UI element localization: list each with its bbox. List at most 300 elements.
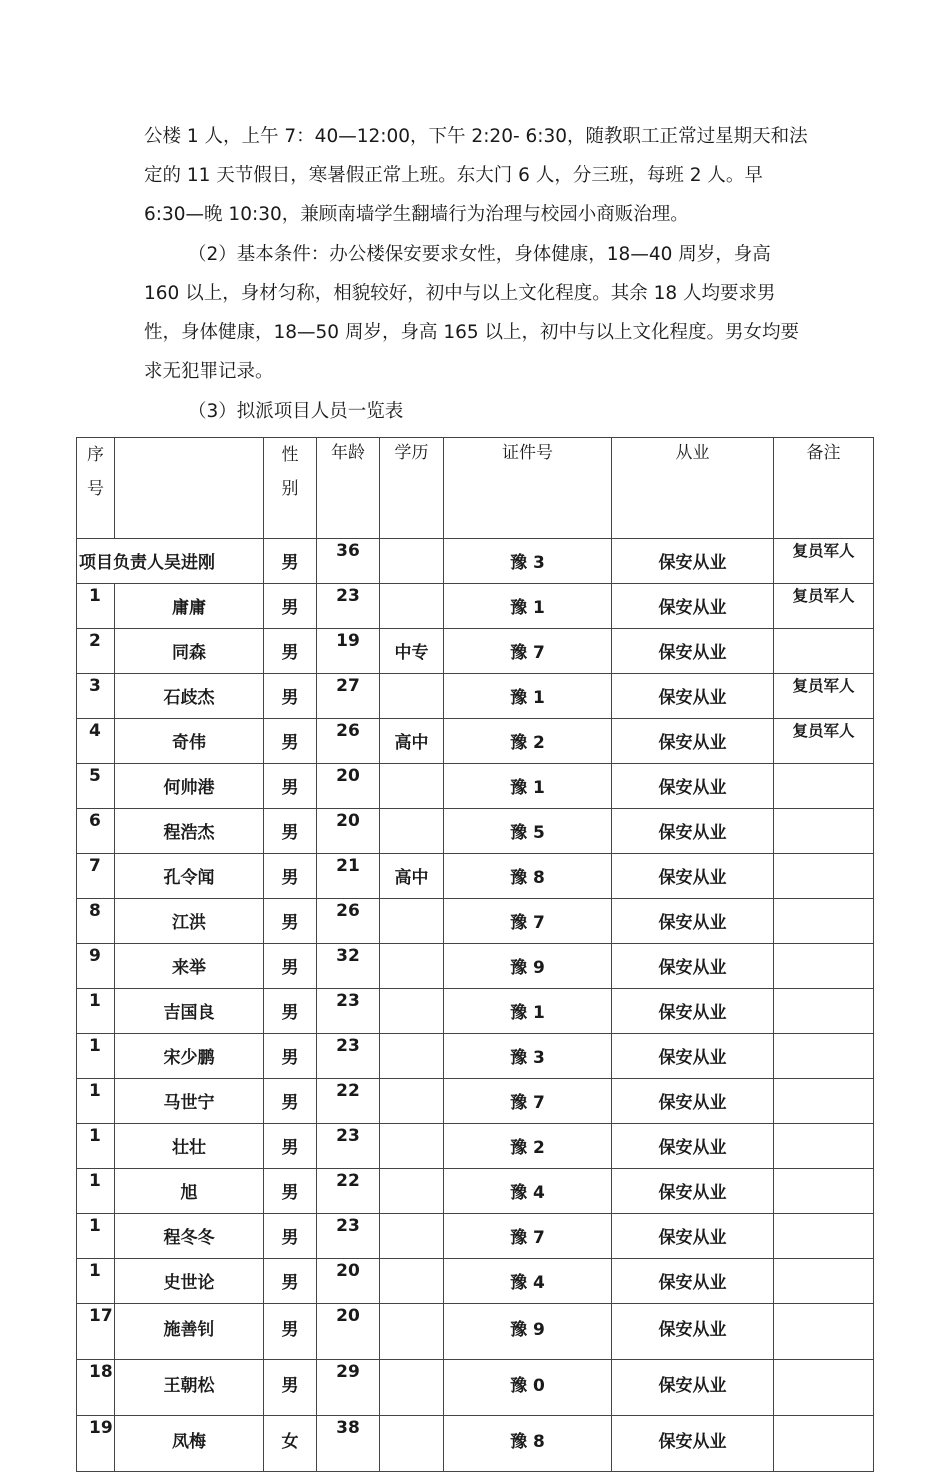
paragraph-requirements: （2）基本条件：办公楼保安要求女性，身体健康，18—40 周岁，身高 160 以上，身材匀称，相貌较好，初中与以上文化程度。其余 18 人均要求男性，身体健康，18—50 周岁，身高 165 以上，初中与以上文化程度。男女均要求无犯罪记录。 bbox=[144, 244, 800, 382]
table-row-lead bbox=[77, 539, 874, 584]
edu-value bbox=[380, 1124, 443, 1168]
note-value bbox=[774, 989, 873, 1021]
number-value: 1 bbox=[89, 1216, 101, 1236]
cell-age bbox=[317, 719, 380, 764]
cell-number bbox=[77, 1416, 115, 1472]
lead-edu-cell bbox=[380, 539, 444, 584]
cell-id bbox=[444, 1416, 612, 1472]
cell-edu bbox=[380, 1169, 444, 1214]
sex-value: 男 bbox=[281, 643, 299, 663]
edu-value bbox=[380, 1214, 443, 1258]
job-value: 保安从业 bbox=[658, 1320, 727, 1340]
cell-edu bbox=[380, 989, 444, 1034]
job-value: 保安从业 bbox=[658, 1376, 727, 1396]
table-row bbox=[77, 899, 874, 944]
cell-id bbox=[444, 854, 612, 899]
sex-value: 男 bbox=[281, 1138, 299, 1158]
sex-value: 男 bbox=[281, 1376, 299, 1396]
id-value: 豫 3 bbox=[510, 1048, 545, 1068]
lead-id-cell bbox=[444, 539, 612, 584]
cell-number bbox=[77, 719, 115, 764]
cell-number bbox=[77, 629, 115, 674]
table-row bbox=[77, 1079, 874, 1124]
cell-number bbox=[77, 1259, 115, 1304]
edu-value bbox=[380, 989, 443, 1033]
table-header-row bbox=[77, 438, 874, 539]
cell-age bbox=[317, 1259, 380, 1304]
cell-number bbox=[77, 854, 115, 899]
note-value bbox=[774, 1304, 873, 1345]
cell-age bbox=[317, 764, 380, 809]
cell-number bbox=[77, 809, 115, 854]
cell-age bbox=[317, 1214, 380, 1259]
job-value: 保安从业 bbox=[658, 1183, 727, 1203]
job-value: 保安从业 bbox=[658, 1048, 727, 1068]
cell-id bbox=[444, 809, 612, 854]
number-value: 1 bbox=[89, 991, 101, 1011]
lead-label-cell bbox=[77, 539, 264, 584]
number-value: 1 bbox=[89, 1171, 101, 1191]
age-value: 23 bbox=[336, 586, 360, 606]
cell-name bbox=[115, 1034, 264, 1079]
id-value: 豫 7 bbox=[510, 1228, 545, 1248]
note-value bbox=[774, 1360, 873, 1401]
number-value: 1 bbox=[89, 1081, 101, 1101]
cell-note bbox=[774, 629, 874, 674]
name-value: 旭 bbox=[180, 1183, 198, 1203]
cell-name bbox=[115, 1416, 264, 1472]
edu-value bbox=[380, 764, 443, 808]
id-value: 豫 9 bbox=[510, 1320, 545, 1340]
cell-id bbox=[444, 899, 612, 944]
id-value: 豫 9 bbox=[510, 958, 545, 978]
note-value bbox=[774, 764, 873, 796]
table-row bbox=[77, 719, 874, 764]
cell-sex bbox=[264, 1416, 317, 1472]
id-value: 豫 7 bbox=[510, 643, 545, 663]
table-row bbox=[77, 629, 874, 674]
cell-note bbox=[774, 899, 874, 944]
sex-value: 男 bbox=[281, 1273, 299, 1293]
cell-name bbox=[115, 719, 264, 764]
name-value: 江洪 bbox=[172, 913, 206, 933]
table-row bbox=[77, 1034, 874, 1079]
table-row bbox=[77, 674, 874, 719]
lead-label: 项目负责人吴进刚 bbox=[79, 553, 215, 573]
cell-number bbox=[77, 1169, 115, 1214]
edu-value bbox=[380, 899, 443, 943]
cell-age bbox=[317, 809, 380, 854]
cell-number bbox=[77, 1304, 115, 1360]
cell-age bbox=[317, 1034, 380, 1079]
cell-note bbox=[774, 1214, 874, 1259]
cell-job bbox=[612, 1034, 774, 1079]
table-row bbox=[77, 1169, 874, 1214]
cell-name bbox=[115, 764, 264, 809]
sex-value: 男 bbox=[281, 1320, 299, 1340]
cell-edu bbox=[380, 719, 444, 764]
table-row bbox=[77, 584, 874, 629]
cell-job bbox=[612, 674, 774, 719]
number-value: 6 bbox=[89, 811, 101, 831]
age-value: 23 bbox=[336, 1216, 360, 1236]
sex-value: 男 bbox=[281, 1048, 299, 1068]
cell-sex bbox=[264, 674, 317, 719]
cell-name bbox=[115, 809, 264, 854]
note-value: 复员军人 bbox=[792, 722, 855, 740]
job-value: 保安从业 bbox=[658, 868, 727, 888]
cell-note bbox=[774, 1034, 874, 1079]
name-value: 壮壮 bbox=[172, 1138, 206, 1158]
edu-value: 中专 bbox=[394, 643, 429, 663]
cell-name bbox=[115, 1169, 264, 1214]
id-value: 豫 1 bbox=[510, 688, 545, 708]
job-value: 保安从业 bbox=[658, 1273, 727, 1293]
id-value: 豫 7 bbox=[510, 1093, 545, 1113]
cell-id bbox=[444, 764, 612, 809]
header-number-line1: 序 bbox=[87, 445, 104, 465]
name-value: 来举 bbox=[172, 958, 206, 978]
id-value: 豫 1 bbox=[510, 598, 545, 618]
edu-value bbox=[380, 674, 443, 718]
number-value: 9 bbox=[89, 946, 101, 966]
edu-value bbox=[380, 809, 443, 853]
number-value: 1 bbox=[89, 1261, 101, 1281]
edu-value: 高中 bbox=[394, 868, 429, 888]
cell-age bbox=[317, 1079, 380, 1124]
id-value: 豫 2 bbox=[510, 1138, 545, 1158]
job-value: 保安从业 bbox=[658, 1003, 727, 1023]
cell-id bbox=[444, 989, 612, 1034]
note-value: 复员军人 bbox=[792, 587, 855, 605]
age-value: 26 bbox=[336, 901, 360, 921]
header-name bbox=[115, 438, 264, 539]
cell-sex bbox=[264, 1360, 317, 1416]
age-value: 29 bbox=[336, 1362, 360, 1382]
lead-job: 保安从业 bbox=[658, 553, 727, 573]
job-value: 保安从业 bbox=[658, 643, 727, 663]
note-value bbox=[774, 1416, 873, 1457]
table-row bbox=[77, 944, 874, 989]
age-value: 20 bbox=[336, 1306, 360, 1326]
cell-age bbox=[317, 899, 380, 944]
note-value bbox=[774, 629, 873, 661]
edu-value bbox=[380, 1169, 443, 1213]
cell-edu bbox=[380, 629, 444, 674]
job-value: 保安从业 bbox=[658, 688, 727, 708]
id-value: 豫 7 bbox=[510, 913, 545, 933]
edu-value bbox=[380, 1034, 443, 1078]
cell-name bbox=[115, 1079, 264, 1124]
table-row bbox=[77, 1259, 874, 1304]
lead-job-cell bbox=[612, 539, 774, 584]
note-value bbox=[774, 854, 873, 886]
cell-id bbox=[444, 1360, 612, 1416]
cell-sex bbox=[264, 1214, 317, 1259]
cell-id bbox=[444, 944, 612, 989]
cell-job bbox=[612, 899, 774, 944]
cell-number bbox=[77, 584, 115, 629]
cell-note bbox=[774, 1416, 874, 1472]
cell-edu bbox=[380, 1214, 444, 1259]
edu-value bbox=[380, 584, 443, 628]
lead-note: 复员军人 bbox=[792, 542, 855, 560]
cell-edu bbox=[380, 1259, 444, 1304]
cell-age bbox=[317, 1169, 380, 1214]
name-value: 石歧杰 bbox=[163, 688, 215, 708]
header-occupation: 从业 bbox=[612, 438, 774, 539]
cell-edu bbox=[380, 1079, 444, 1124]
cell-job bbox=[612, 1124, 774, 1169]
cell-id bbox=[444, 584, 612, 629]
cell-job bbox=[612, 854, 774, 899]
cell-age bbox=[317, 989, 380, 1034]
cell-edu bbox=[380, 1304, 444, 1360]
cell-job bbox=[612, 809, 774, 854]
number-value: 4 bbox=[89, 721, 101, 741]
cell-job bbox=[612, 629, 774, 674]
cell-job bbox=[612, 1304, 774, 1360]
edu-value bbox=[380, 1079, 443, 1123]
number-value: 17 bbox=[89, 1306, 113, 1326]
cell-note bbox=[774, 1169, 874, 1214]
edu-value bbox=[380, 1416, 443, 1471]
sex-value: 男 bbox=[281, 1183, 299, 1203]
table-row bbox=[77, 764, 874, 809]
job-value: 保安从业 bbox=[658, 778, 727, 798]
cell-edu bbox=[380, 854, 444, 899]
id-value: 豫 8 bbox=[510, 1432, 545, 1452]
age-value: 20 bbox=[336, 766, 360, 786]
job-value: 保安从业 bbox=[658, 823, 727, 843]
cell-name bbox=[115, 1360, 264, 1416]
number-value: 1 bbox=[89, 1126, 101, 1146]
cell-name bbox=[115, 899, 264, 944]
edu-value bbox=[380, 1259, 443, 1303]
name-value: 程浩杰 bbox=[163, 823, 215, 843]
cell-note bbox=[774, 809, 874, 854]
table-row bbox=[77, 1416, 874, 1472]
job-value: 保安从业 bbox=[658, 1093, 727, 1113]
cell-edu bbox=[380, 764, 444, 809]
header-sex-line2: 别 bbox=[281, 479, 299, 499]
cell-age bbox=[317, 944, 380, 989]
cell-age bbox=[317, 1124, 380, 1169]
note-value bbox=[774, 1079, 873, 1111]
lead-edu bbox=[380, 539, 443, 583]
cell-sex bbox=[264, 584, 317, 629]
cell-name bbox=[115, 629, 264, 674]
table-row bbox=[77, 989, 874, 1034]
id-value: 豫 4 bbox=[510, 1183, 545, 1203]
name-value: 孔令闻 bbox=[163, 868, 215, 888]
number-value: 1 bbox=[89, 586, 101, 606]
cell-age bbox=[317, 1416, 380, 1472]
name-value: 同森 bbox=[172, 643, 206, 663]
age-value: 22 bbox=[336, 1171, 360, 1191]
job-value: 保安从业 bbox=[658, 1432, 727, 1452]
number-value: 3 bbox=[89, 676, 101, 696]
paragraph-schedule: 公楼 1 人，上午 7：40—12:00，下午 2:20- 6:30，随教职工正常过星期天和法定的 11 天节假日，寒暑假正常上班。东大门 6 人，分三班，每班 2 人。早 6:30—晚 10:30，兼顾南墙学生翻墙行为治理与校园小商贩治理。 bbox=[144, 126, 808, 225]
cell-name bbox=[115, 674, 264, 719]
cell-id bbox=[444, 1214, 612, 1259]
sex-value: 男 bbox=[281, 958, 299, 978]
cell-note bbox=[774, 989, 874, 1034]
sex-value: 男 bbox=[281, 1003, 299, 1023]
job-value: 保安从业 bbox=[658, 913, 727, 933]
cell-sex bbox=[264, 944, 317, 989]
cell-sex bbox=[264, 719, 317, 764]
cell-note bbox=[774, 584, 874, 629]
number-value: 1 bbox=[89, 1036, 101, 1056]
cell-id bbox=[444, 1304, 612, 1360]
cell-age bbox=[317, 674, 380, 719]
sex-value: 女 bbox=[281, 1432, 299, 1452]
number-value: 19 bbox=[89, 1418, 113, 1438]
cell-age bbox=[317, 854, 380, 899]
cell-number bbox=[77, 674, 115, 719]
id-value: 豫 0 bbox=[510, 1376, 545, 1396]
cell-name bbox=[115, 584, 264, 629]
cell-job bbox=[612, 764, 774, 809]
header-number bbox=[77, 438, 115, 539]
name-value: 宋少鹏 bbox=[163, 1048, 215, 1068]
age-value: 19 bbox=[336, 631, 360, 651]
id-value: 豫 8 bbox=[510, 868, 545, 888]
personnel-table bbox=[76, 437, 874, 1472]
job-value: 保安从业 bbox=[658, 958, 727, 978]
cell-number bbox=[77, 899, 115, 944]
age-value: 23 bbox=[336, 991, 360, 1011]
cell-sex bbox=[264, 989, 317, 1034]
sex-value: 男 bbox=[281, 733, 299, 753]
number-value: 8 bbox=[89, 901, 101, 921]
number-value: 5 bbox=[89, 766, 101, 786]
cell-id bbox=[444, 1124, 612, 1169]
cell-id bbox=[444, 719, 612, 764]
cell-job bbox=[612, 1079, 774, 1124]
age-value: 23 bbox=[336, 1036, 360, 1056]
cell-name bbox=[115, 1214, 264, 1259]
header-sex-line1: 性 bbox=[281, 445, 299, 465]
age-value: 38 bbox=[336, 1418, 360, 1438]
note-value bbox=[774, 1259, 873, 1291]
note-value bbox=[774, 809, 873, 841]
note-value bbox=[774, 1214, 873, 1246]
table-row bbox=[77, 1304, 874, 1360]
cell-sex bbox=[264, 1079, 317, 1124]
cell-id bbox=[444, 1079, 612, 1124]
cell-job bbox=[612, 1360, 774, 1416]
name-value: 何帅港 bbox=[163, 778, 215, 798]
lead-note-cell bbox=[774, 539, 874, 584]
cell-job bbox=[612, 1416, 774, 1472]
header-id-number: 证件号 bbox=[444, 438, 612, 539]
cell-job bbox=[612, 944, 774, 989]
lead-age: 36 bbox=[336, 541, 360, 561]
edu-value bbox=[380, 944, 443, 988]
cell-sex bbox=[264, 1124, 317, 1169]
sex-value: 男 bbox=[281, 1228, 299, 1248]
age-value: 22 bbox=[336, 1081, 360, 1101]
table-row bbox=[77, 1124, 874, 1169]
cell-number bbox=[77, 944, 115, 989]
cell-id bbox=[444, 1259, 612, 1304]
cell-job bbox=[612, 1214, 774, 1259]
name-value: 史世论 bbox=[163, 1273, 215, 1293]
cell-name bbox=[115, 854, 264, 899]
age-value: 21 bbox=[336, 856, 360, 876]
age-value: 20 bbox=[336, 811, 360, 831]
cell-id bbox=[444, 674, 612, 719]
sex-value: 男 bbox=[281, 913, 299, 933]
header-education: 学历 bbox=[380, 438, 444, 539]
cell-name bbox=[115, 944, 264, 989]
cell-edu bbox=[380, 1124, 444, 1169]
cell-age bbox=[317, 584, 380, 629]
number-value: 18 bbox=[89, 1362, 113, 1382]
sex-value: 男 bbox=[281, 868, 299, 888]
cell-age bbox=[317, 1304, 380, 1360]
sex-value: 男 bbox=[281, 598, 299, 618]
age-value: 27 bbox=[336, 676, 360, 696]
cell-job bbox=[612, 719, 774, 764]
sex-value: 男 bbox=[281, 823, 299, 843]
name-value: 施善钊 bbox=[163, 1320, 215, 1340]
cell-note bbox=[774, 674, 874, 719]
cell-age bbox=[317, 629, 380, 674]
cell-number bbox=[77, 989, 115, 1034]
header-number-line2: 号 bbox=[87, 479, 104, 499]
edu-value bbox=[380, 1304, 443, 1359]
cell-job bbox=[612, 989, 774, 1034]
table-row bbox=[77, 1360, 874, 1416]
note-value bbox=[774, 899, 873, 931]
cell-note bbox=[774, 764, 874, 809]
name-value: 马世宁 bbox=[163, 1093, 215, 1113]
cell-sex bbox=[264, 629, 317, 674]
cell-note bbox=[774, 1079, 874, 1124]
cell-sex bbox=[264, 764, 317, 809]
cell-age bbox=[317, 1360, 380, 1416]
table-row bbox=[77, 1214, 874, 1259]
cell-edu bbox=[380, 809, 444, 854]
lead-id: 豫 3 bbox=[510, 553, 545, 573]
cell-sex bbox=[264, 854, 317, 899]
name-value: 王朝松 bbox=[163, 1376, 215, 1396]
cell-sex bbox=[264, 809, 317, 854]
id-value: 豫 1 bbox=[510, 1003, 545, 1023]
note-value bbox=[774, 944, 873, 976]
cell-job bbox=[612, 584, 774, 629]
table-row bbox=[77, 854, 874, 899]
cell-note bbox=[774, 944, 874, 989]
number-value: 2 bbox=[89, 631, 101, 651]
age-value: 20 bbox=[336, 1261, 360, 1281]
cell-edu bbox=[380, 899, 444, 944]
job-value: 保安从业 bbox=[658, 598, 727, 618]
id-value: 豫 4 bbox=[510, 1273, 545, 1293]
cell-number bbox=[77, 1214, 115, 1259]
note-value bbox=[774, 1169, 873, 1201]
cell-job bbox=[612, 1169, 774, 1214]
header-age: 年龄 bbox=[317, 438, 380, 539]
cell-number bbox=[77, 1124, 115, 1169]
cell-note bbox=[774, 1360, 874, 1416]
cell-edu bbox=[380, 1034, 444, 1079]
sex-value: 男 bbox=[281, 688, 299, 708]
cell-id bbox=[444, 1169, 612, 1214]
